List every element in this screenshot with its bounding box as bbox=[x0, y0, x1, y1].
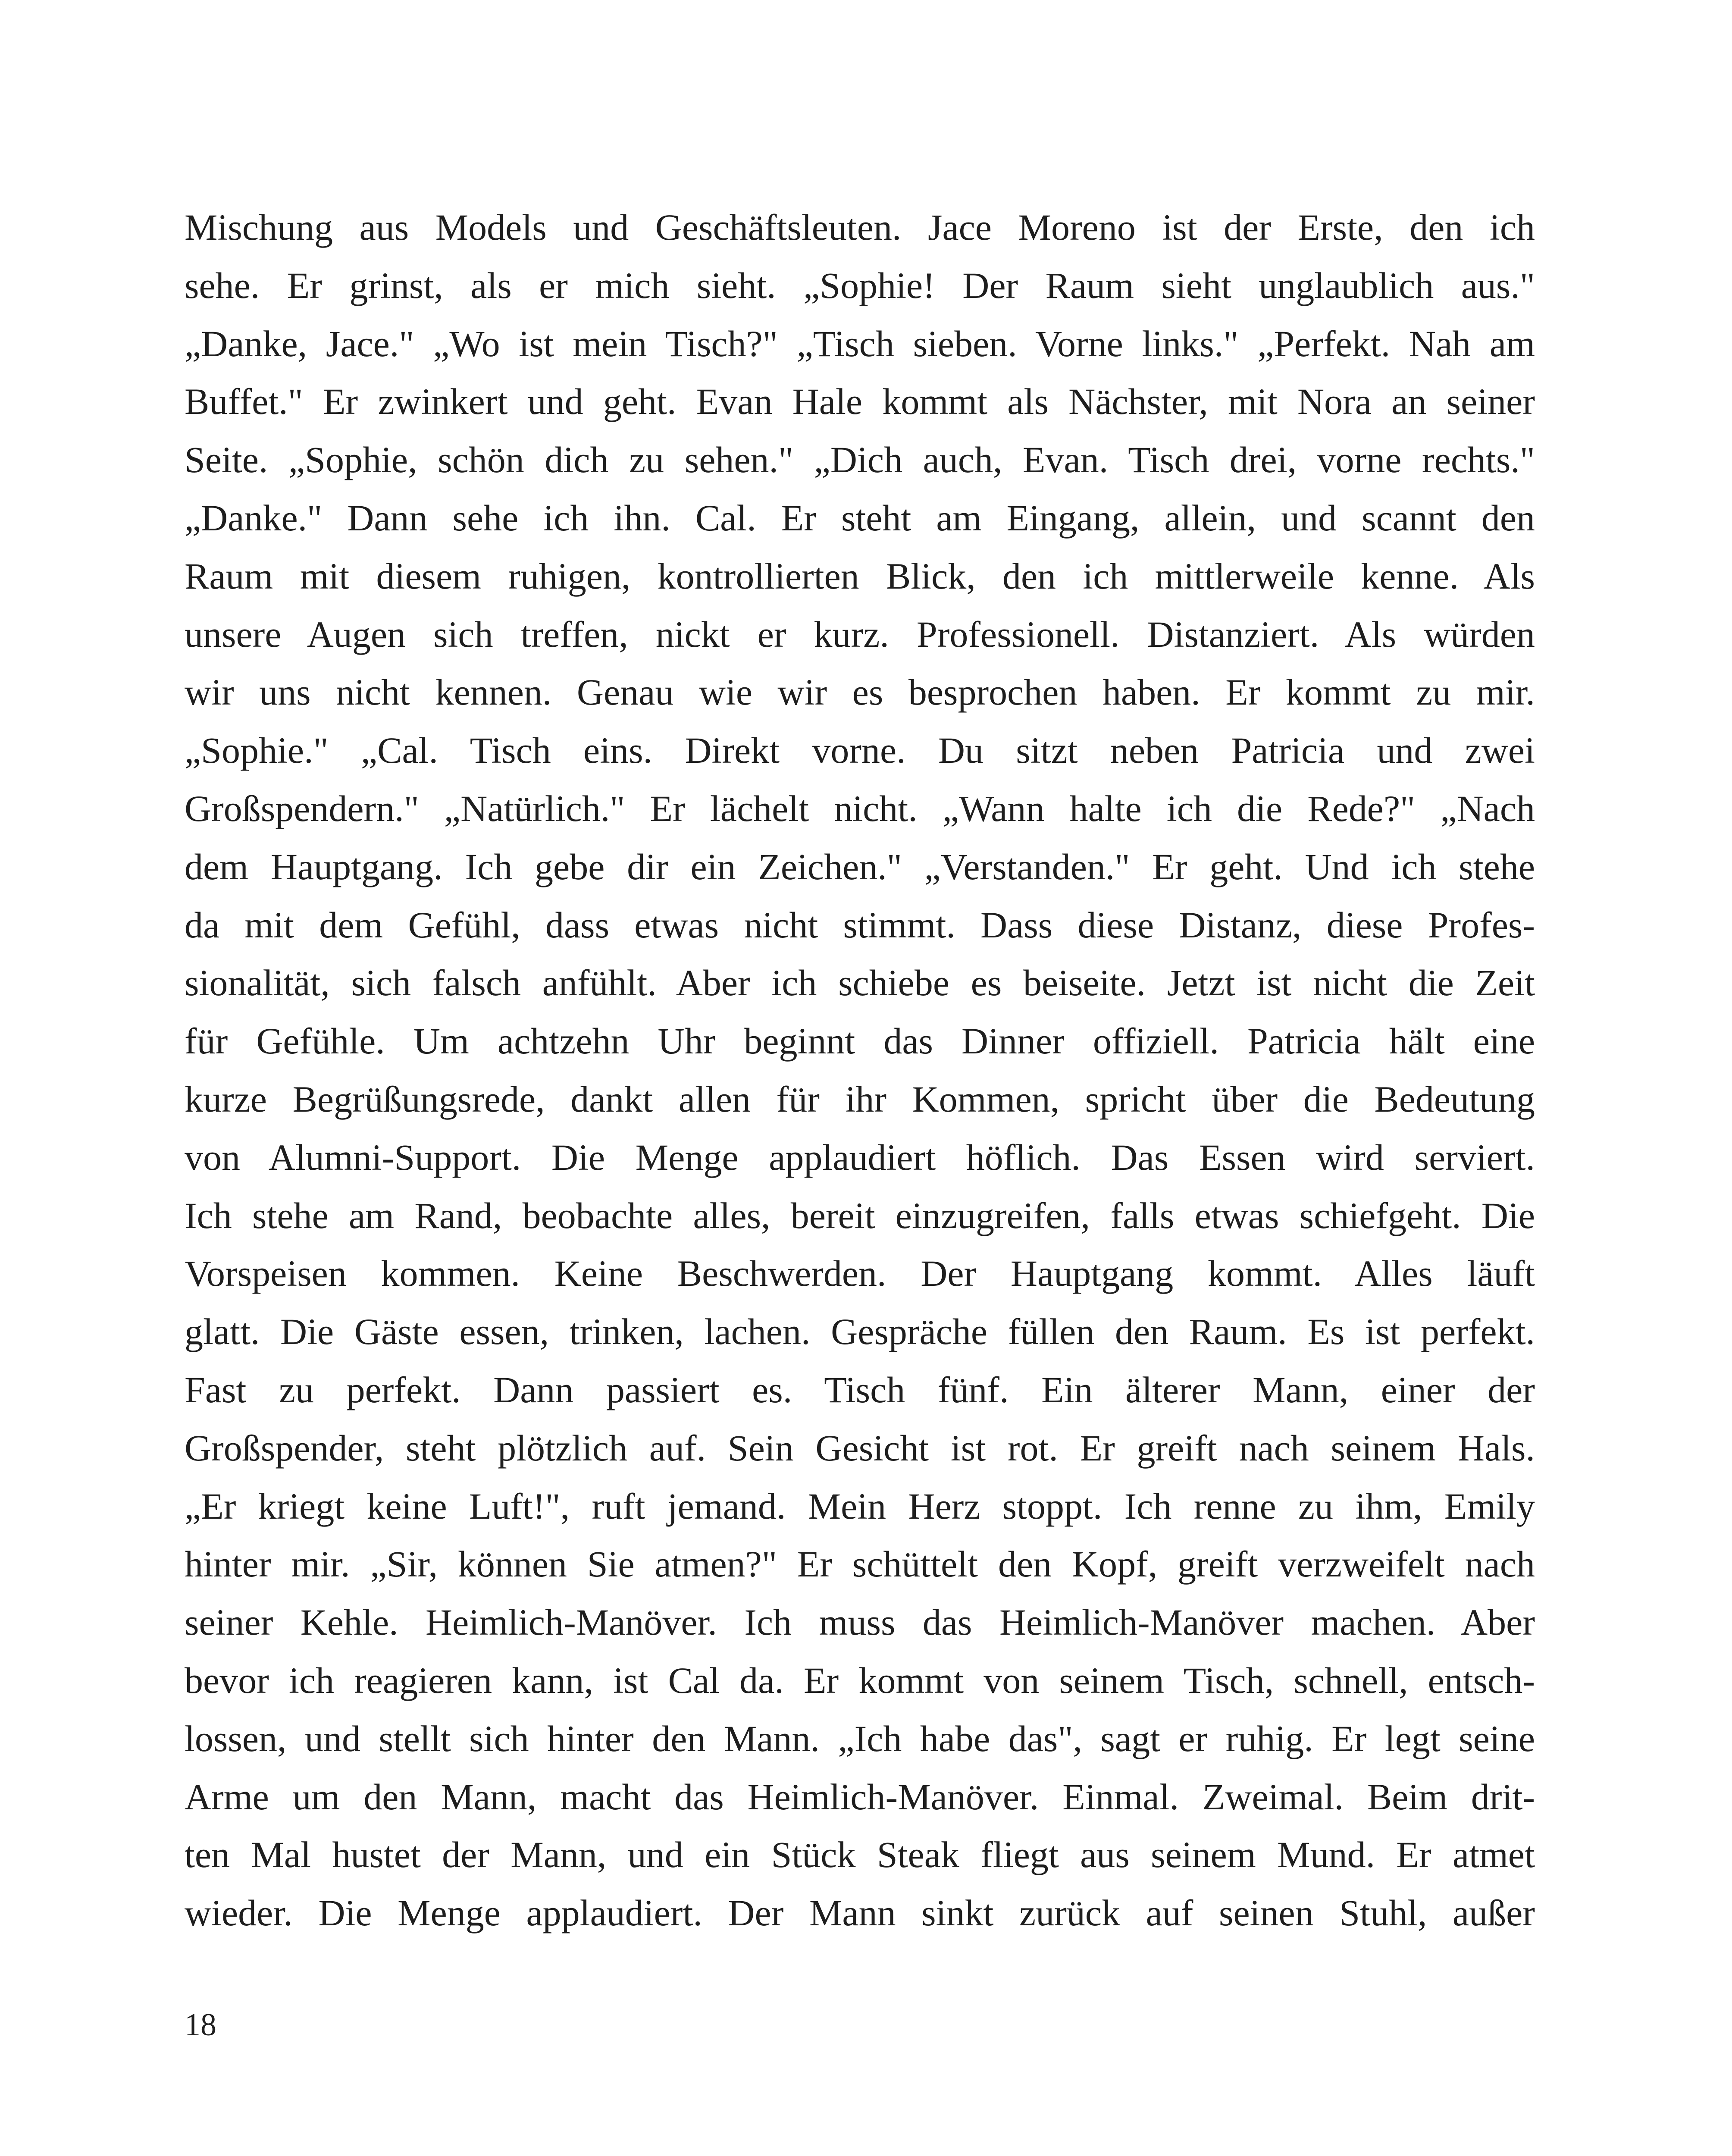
text-line: Arme um den Mann, macht das Heimlich-Manöver. Einmal. Zweimal. Beim drit- bbox=[185, 1776, 1535, 1818]
text-line: dem Hauptgang. Ich gebe dir ein Zeichen." „Verstanden." Er geht. Und ich stehe bbox=[185, 846, 1535, 887]
text-line: Ich stehe am Rand, beobachte alles, bereit einzugreifen, falls etwas schiefgeht. Die bbox=[185, 1194, 1535, 1236]
text-line: glatt. Die Gäste essen, trinken, lachen. Gespräche füllen den Raum. Es ist perfekt. bbox=[185, 1311, 1535, 1353]
text-line: seiner Kehle. Heimlich-Manöver. Ich muss das Heimlich-Manöver machen. Aber bbox=[185, 1601, 1535, 1643]
text-line: Seite. „Sophie, schön dich zu sehen." „Dich auch, Evan. Tisch drei, vorne rechts." bbox=[185, 439, 1535, 481]
text-line: wieder. Die Menge applaudiert. Der Mann sinkt zurück auf seinen Stuhl, außer bbox=[185, 1892, 1535, 1934]
text-line: für Gefühle. Um achtzehn Uhr beginnt das Dinner offiziell. Patricia hält eine bbox=[185, 1020, 1535, 1062]
text-line: hinter mir. „Sir, können Sie atmen?" Er schüttelt den Kopf, greift verzweifelt nach bbox=[185, 1543, 1535, 1585]
text-line: unsere Augen sich treffen, nickt er kurz. Professionell. Distanziert. Als würden bbox=[185, 613, 1535, 655]
text-line: Mischung aus Models und Geschäftsleuten. Jace Moreno ist der Erste, den ich bbox=[185, 207, 1535, 248]
text-line: kurze Begrüßungsrede, dankt allen für ihr Kommen, spricht über die Bedeutung bbox=[185, 1078, 1535, 1120]
text-line: wir uns nicht kennen. Genau wie wir es besprochen haben. Er kommt zu mir. bbox=[185, 671, 1535, 713]
page-number: 18 bbox=[185, 2007, 216, 2043]
text-line: von Alumni-Support. Die Menge applaudiert höflich. Das Essen wird serviert. bbox=[185, 1136, 1535, 1178]
text-line: „Danke, Jace." „Wo ist mein Tisch?" „Tisch sieben. Vorne links." „Perfekt. Nah am bbox=[185, 323, 1535, 364]
text-line: Großspender, steht plötzlich auf. Sein Gesicht ist rot. Er greift nach seinem Hals. bbox=[185, 1427, 1535, 1469]
text-line: „Danke." Dann sehe ich ihn. Cal. Er steht am Eingang, allein, und scannt den bbox=[185, 497, 1535, 539]
text-line: Raum mit diesem ruhigen, kontrollierten Blick, den ich mittlerweile kenne. Als bbox=[185, 555, 1535, 597]
text-line: ten Mal hustet der Mann, und ein Stück Steak fliegt aus seinem Mund. Er atmet bbox=[185, 1834, 1535, 1876]
text-line: sionalität, sich falsch anfühlt. Aber ich schiebe es beiseite. Jetzt ist nicht die Zeit bbox=[185, 962, 1535, 1004]
body-text bbox=[185, 198, 1535, 1966]
text-line: „Er kriegt keine Luft!", ruft jemand. Mein Herz stoppt. Ich renne zu ihm, Emily bbox=[185, 1485, 1535, 1527]
text-line: da mit dem Gefühl, dass etwas nicht stimmt. Dass diese Distanz, diese Profes- bbox=[185, 904, 1535, 946]
text-line: bevor ich reagieren kann, ist Cal da. Er kommt von seinem Tisch, schnell, entsch- bbox=[185, 1659, 1535, 1701]
text-line: Buffet." Er zwinkert und geht. Evan Hale kommt als Nächster, mit Nora an seiner bbox=[185, 381, 1535, 423]
text-line: lossen, und stellt sich hinter den Mann. „Ich habe das", sagt er ruhig. Er legt seine bbox=[185, 1717, 1535, 1759]
text-line: „Sophie." „Cal. Tisch eins. Direkt vorne. Du sitzt neben Patricia und zwei bbox=[185, 730, 1535, 771]
text-line: Großspendern." „Natürlich." Er lächelt nicht. „Wann halte ich die Rede?" „Nach bbox=[185, 787, 1535, 829]
text-line: Fast zu perfekt. Dann passiert es. Tisch fünf. Ein älterer Mann, einer der bbox=[185, 1369, 1535, 1410]
text-line: Vorspeisen kommen. Keine Beschwerden. Der Hauptgang kommt. Alles läuft bbox=[185, 1253, 1535, 1294]
text-line: sehe. Er grinst, als er mich sieht. „Sophie! Der Raum sieht unglaublich aus." bbox=[185, 264, 1535, 306]
